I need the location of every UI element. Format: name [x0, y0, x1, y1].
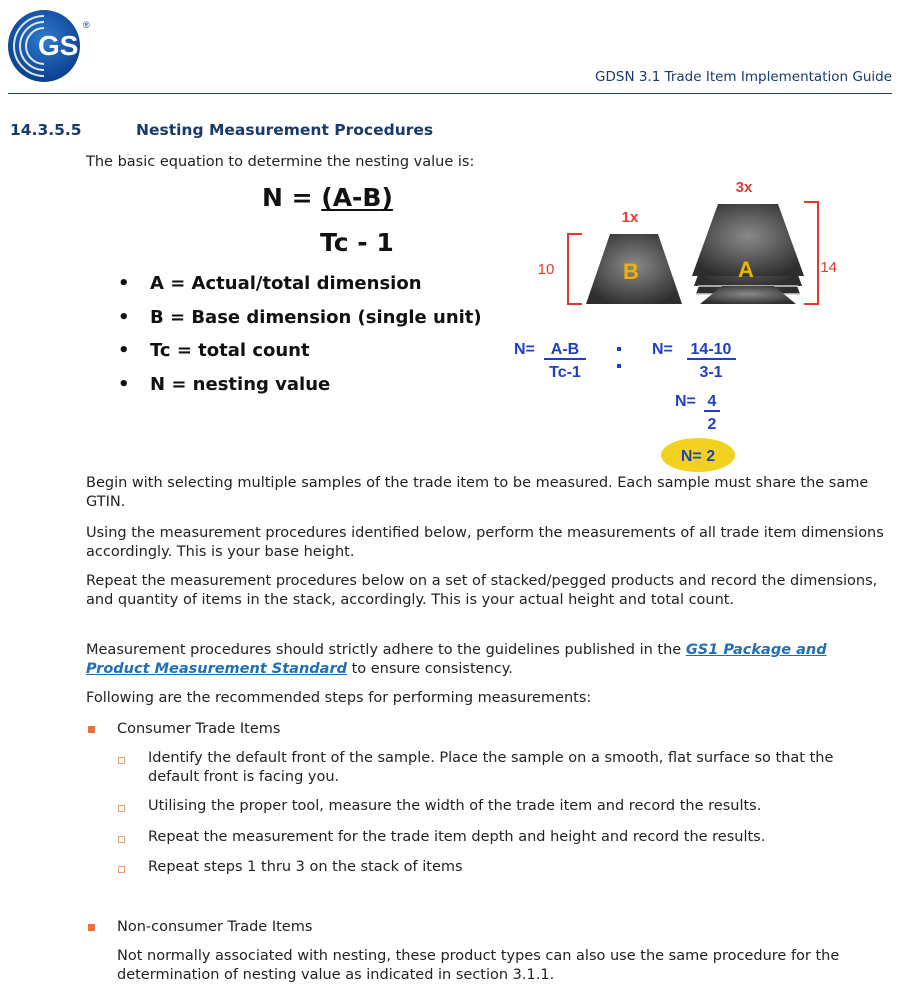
formula-n: N=	[514, 341, 535, 358]
height-bracket-left	[568, 234, 582, 304]
paragraph-standard	[86, 641, 891, 678]
logo-text: GS1	[38, 30, 95, 61]
nonconsumer-text: Not normally associated with nesting, these product types can also use the same procedure for the determination of nesting value as indicated in section 3.1.1.	[117, 948, 840, 983]
result-text: N= 2	[680, 448, 716, 465]
header-rule	[8, 93, 892, 94]
definition-item: • A = Actual/total dimension	[118, 273, 422, 294]
standard-text-after: to ensure consistency.	[346, 660, 513, 677]
paragraph-actual-height: Repeat the measurement procedures below on a set of stacked/pegged products and record the dimensions, and quantity of items in the stack, accordingly. This is your actual height and total count.	[86, 573, 878, 608]
height-bracket-right	[804, 202, 818, 304]
standard-link[interactable]: GS1 Package and Product Measurement Standard	[86, 642, 827, 677]
standard-text-before: Measurement procedures should strictly adhere to the guidelines published in the	[86, 642, 686, 658]
intro-text: The basic equation to determine the nesting value is:	[86, 154, 475, 170]
step-n: N=	[675, 393, 696, 410]
hollow-square-bullet	[118, 836, 125, 843]
label-b: B	[623, 259, 639, 284]
consumer-title: Consumer Trade Items	[117, 721, 281, 737]
hollow-square-bullet	[118, 866, 125, 873]
definition-text: A = Actual/total dimension	[150, 273, 422, 294]
dim-10: 10	[537, 261, 555, 278]
therefore-dot	[617, 364, 621, 368]
step-denominator: 2	[707, 416, 717, 433]
step-numerator: 4	[707, 393, 717, 410]
formula-numerator: A-B	[550, 341, 580, 358]
calc-numerator: 14-10	[690, 341, 732, 358]
definition-item: • Tc = total count	[118, 340, 310, 361]
equation-lhs: N =	[262, 183, 322, 212]
paragraph-steps-intro: Following are the recommended steps for performing measurements:	[86, 690, 592, 706]
nesting-diagram	[500, 170, 840, 475]
guide-title: GDSN 3.1 Trade Item Implementation Guide	[595, 69, 892, 85]
label-1x: 1x	[621, 209, 639, 226]
calc-denominator: 3-1	[699, 364, 723, 381]
consumer-step: Identify the default front of the sample. Place the sample on a smooth, flat surface so that the default front is facing you.	[148, 750, 834, 785]
consumer-step: Utilising the proper tool, measure the width of the trade item and record the results.	[148, 798, 762, 814]
equation-numerator-line	[262, 183, 393, 212]
definition-text: Tc = total count	[150, 340, 310, 361]
nonconsumer-title: Non-consumer Trade Items	[117, 919, 313, 935]
definition-text: B = Base dimension (single unit)	[150, 307, 482, 328]
dim-14: 14	[820, 259, 837, 276]
paragraph-base-height: Using the measurement procedures identified below, perform the measurements of all trade item dimensions accordingly. This is your base height.	[86, 525, 884, 560]
calc-n: N=	[652, 341, 673, 358]
definition-item: • B = Base dimension (single unit)	[118, 307, 482, 328]
hollow-square-bullet	[118, 805, 125, 812]
paragraph-samples: Begin with selecting multiple samples of the trade item to be measured. Each sample must share the same GTIN.	[86, 475, 869, 510]
consumer-step: Repeat steps 1 thru 3 on the stack of items	[148, 859, 463, 875]
orange-square-bullet	[88, 924, 95, 931]
equation-denominator: Tc - 1	[320, 228, 394, 257]
definition-text: N = nesting value	[150, 374, 331, 395]
therefore-dot	[617, 347, 621, 351]
definition-item: • N = nesting value	[118, 374, 331, 395]
section-title: Nesting Measurement Procedures	[136, 121, 434, 139]
consumer-step: Repeat the measurement for the trade item depth and height and record the results.	[148, 829, 766, 845]
orange-square-bullet	[88, 726, 95, 733]
label-a: A	[738, 257, 754, 282]
label-3x: 3x	[735, 179, 753, 196]
gs1-logo	[8, 8, 108, 86]
hollow-square-bullet	[118, 757, 125, 764]
formula-denominator: Tc-1	[549, 364, 581, 381]
logo-registered-mark: ®	[83, 20, 90, 30]
section-number: 14.3.5.5	[10, 121, 82, 139]
equation-numerator: (A-B)	[321, 183, 393, 212]
